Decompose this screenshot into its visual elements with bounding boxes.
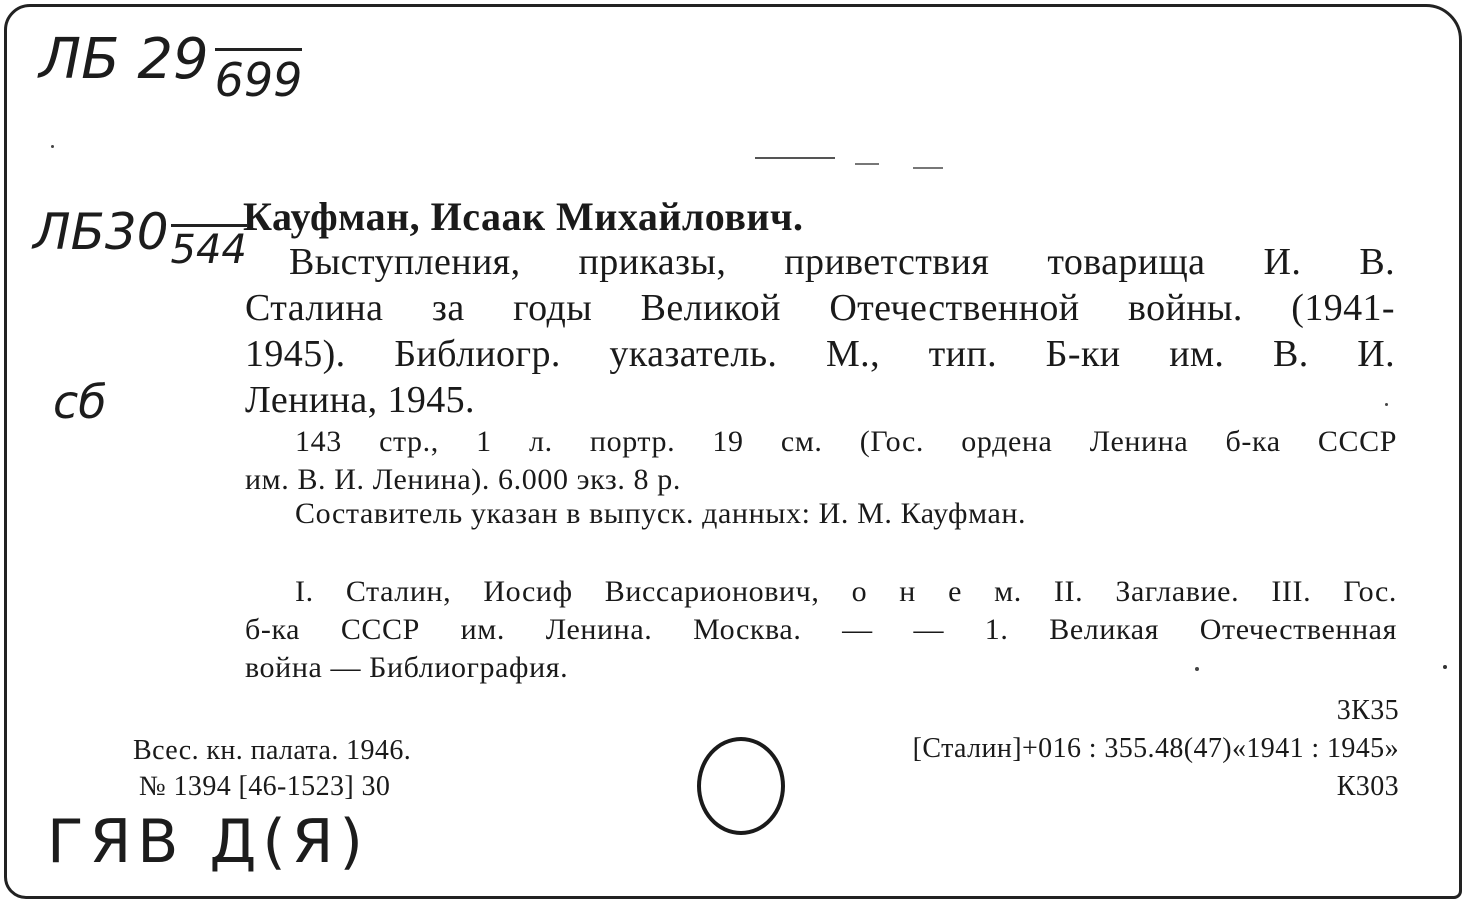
shelfmark-mid-sub: 544 <box>171 224 247 273</box>
udc-number: [Сталин]+016 : 355.48(47)«1941 : 1945» <box>912 733 1399 764</box>
decorative-dash <box>913 167 943 169</box>
title-line: Сталина за годы Великой Отечественной войны. (1941- <box>245 287 1395 329</box>
decorative-dash <box>755 157 835 159</box>
speck <box>1195 667 1199 671</box>
shelfmark-top-sub: 699 <box>215 48 303 107</box>
physical-line: 143 стр., 1 л. портр. 19 см. (Гос. ордена Ленина б-ка СССР <box>295 425 1397 458</box>
subject-tracings <box>245 573 1397 687</box>
title-line: Выступления, приказы, приветствия товарища И. В. <box>289 241 1395 283</box>
handwritten-shelfmark-top <box>39 27 302 107</box>
punched-hole <box>697 737 785 835</box>
class-number-bottom: К303 <box>1336 771 1399 802</box>
catalog-card <box>4 4 1462 899</box>
title-line: 1945). Библиогр. указатель. М., тип. Б-ки им. В. И. <box>245 333 1395 375</box>
handwritten-shelfmark-mid <box>33 203 247 273</box>
subject-line: б-ка СССР им. Ленина. Москва. — — 1. Великая Отечественная <box>245 613 1397 646</box>
shelfmark-mid-text: ЛБ30 <box>33 203 169 261</box>
title-line: Ленина, 1945. <box>245 379 475 421</box>
handwritten-mark-sb: сб <box>53 375 107 429</box>
physical-line: им. В. И. Ленина). 6.000 экз. 8 р. <box>245 463 681 496</box>
book-chamber-info <box>133 733 411 805</box>
decorative-dash <box>855 163 879 165</box>
book-chamber-line: Всес. кн. палата. 1946. <box>133 735 412 766</box>
author-heading: Кауфман, Исаак Михайлович. <box>243 194 804 239</box>
shelfmark-top-text: ЛБ 29 <box>39 27 209 92</box>
speck <box>1443 665 1447 669</box>
book-chamber-line: № 1394 [46-1523] 30 <box>139 771 391 802</box>
handwritten-mark-bottom: ГЯВ Д(Я) <box>47 807 369 877</box>
physical-description <box>245 423 1397 499</box>
speck <box>1385 403 1388 406</box>
subject-line: война — Библиография. <box>245 651 569 684</box>
speck <box>51 145 54 148</box>
title-block <box>245 239 1395 423</box>
subject-line: I. Сталин, Иосиф Виссарионович, о н е м. II. Заглавие. III. Гос. <box>295 575 1397 608</box>
compiler-note: Составитель указан в выпуск. данных: И. М. Кауфман. <box>295 497 1027 530</box>
class-number-top: 3К35 <box>1336 695 1399 726</box>
